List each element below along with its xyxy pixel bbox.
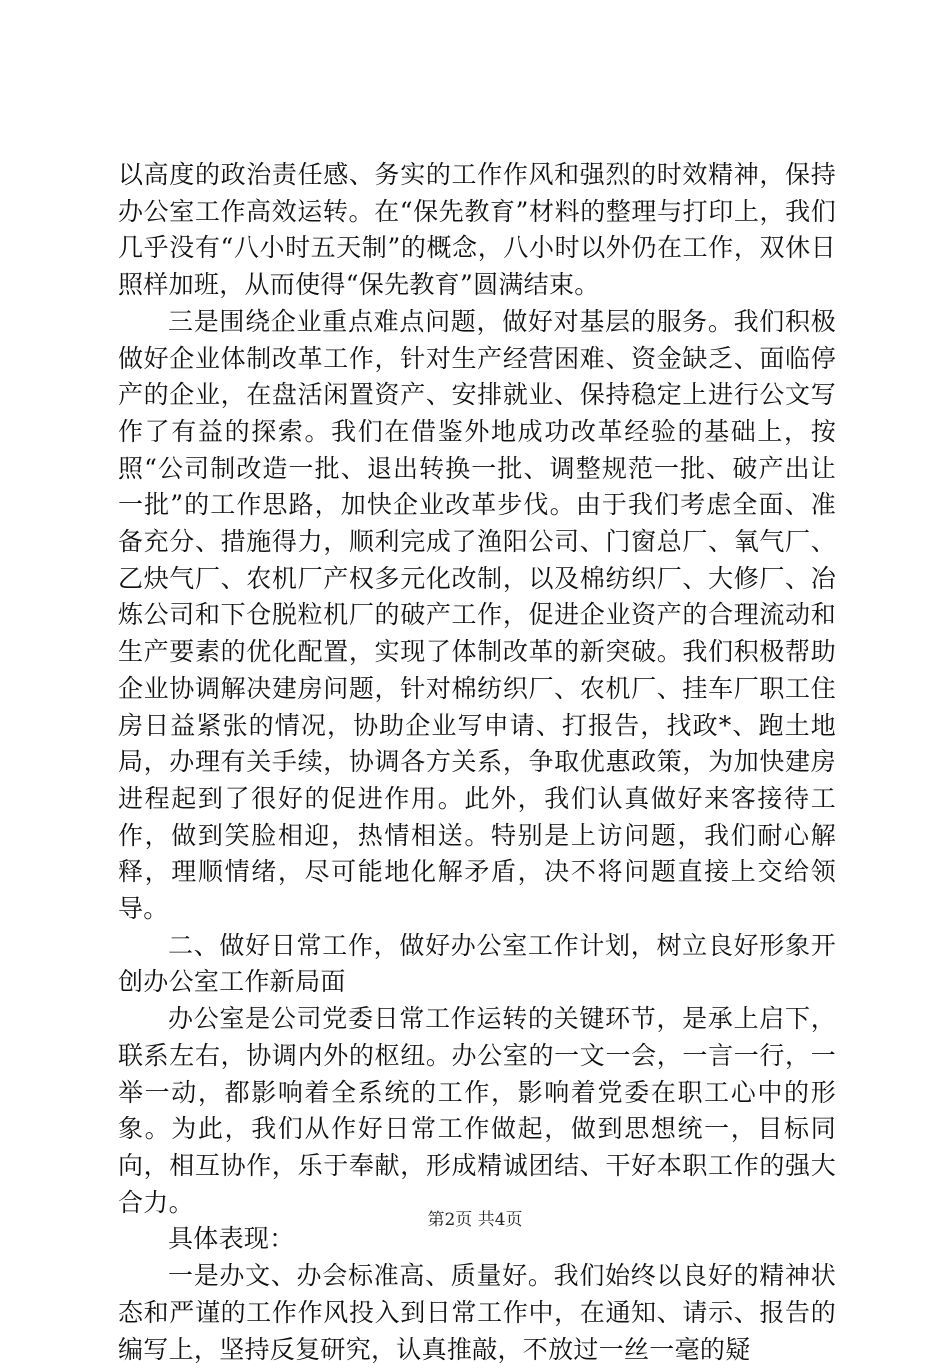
page-footer	[0, 1209, 950, 1231]
paragraph-1: 以高度的政治责任感、务实的工作作风和强烈的时效精神，保持办公室工作高效运转。在“保先教育”材料的整理与打印上，我们几乎没有“八小时五天制”的概念，八小时以外仍在工作，双休日照样加班，从而使得“保先教育”圆满结束。	[118, 160, 836, 300]
paragraph-5: 一是办文、办会标准高、质量好。我们始终以良好的精神状态和严谨的工作作风投入到日常工作中，在通知、请示、报告的编写上，坚持反复研究，认真推敲，不放过一丝一毫的疑	[118, 1261, 836, 1364]
body-text	[118, 157, 836, 1368]
paragraph-4: 具体表现：	[168, 1224, 295, 1254]
section-heading-2: 二、做好日常工作，做好办公室工作计划，树立良好形象开创办公室工作新局面	[118, 930, 836, 997]
paragraph-3: 办公室是公司党委日常工作运转的关键环节，是承上启下，联系左右，协调内外的枢纽。办公室的一文一会，一言一行，一举一动，都影响着全系统的工作，影响着党委在职工心中的形象。为此，我们从作好日常工作做起，做到思想统一，目标同向，相互协作，乐于奉献，形成精诚团结、干好本职工作的强大合力。	[118, 1004, 836, 1217]
page-number: 第2页 共4页	[427, 1210, 523, 1230]
paragraph-2: 三是围绕企业重点难点问题，做好对基层的服务。我们积极做好企业体制改革工作，针对生产经营困难、资金缺乏、面临停产的企业，在盘活闲置资产、安排就业、保持稳定上进行公文写作了有益的探索。我们在借鉴外地成功改革经验的基础上，按照“公司制改造一批、退出转换一批、调整规范一批、破产出让一批”的工作思路，加快企业改革步伐。由于我们考虑全面、准备充分、措施得力，顺利完成了渔阳公司、门窗总厂、氧气厂、乙炔气厂、农机厂产权多元化改制，以及棉纺织厂、大修厂、冶炼公司和下仓脱粒机厂的破产工作，促进企业资产的合理流动和生产要素的优化配置，实现了体制改革的新突破。我们积极帮助企业协调解决建房问题，针对棉纺织厂、农机厂、挂车厂职工住房日益紧张的情况，协助企业写申请、打报告，找政*、跑土地局，办理有关手续，协调各方关系，争取优惠政策，为加快建房进程起到了很好的促进作用。此外，我们认真做好来客接待工作，做到笑脸相迎，热情相送。特别是上访问题，我们耐心解释，理顺情绪，尽可能地化解矛盾，决不将问题直接上交给领导。	[118, 306, 836, 924]
